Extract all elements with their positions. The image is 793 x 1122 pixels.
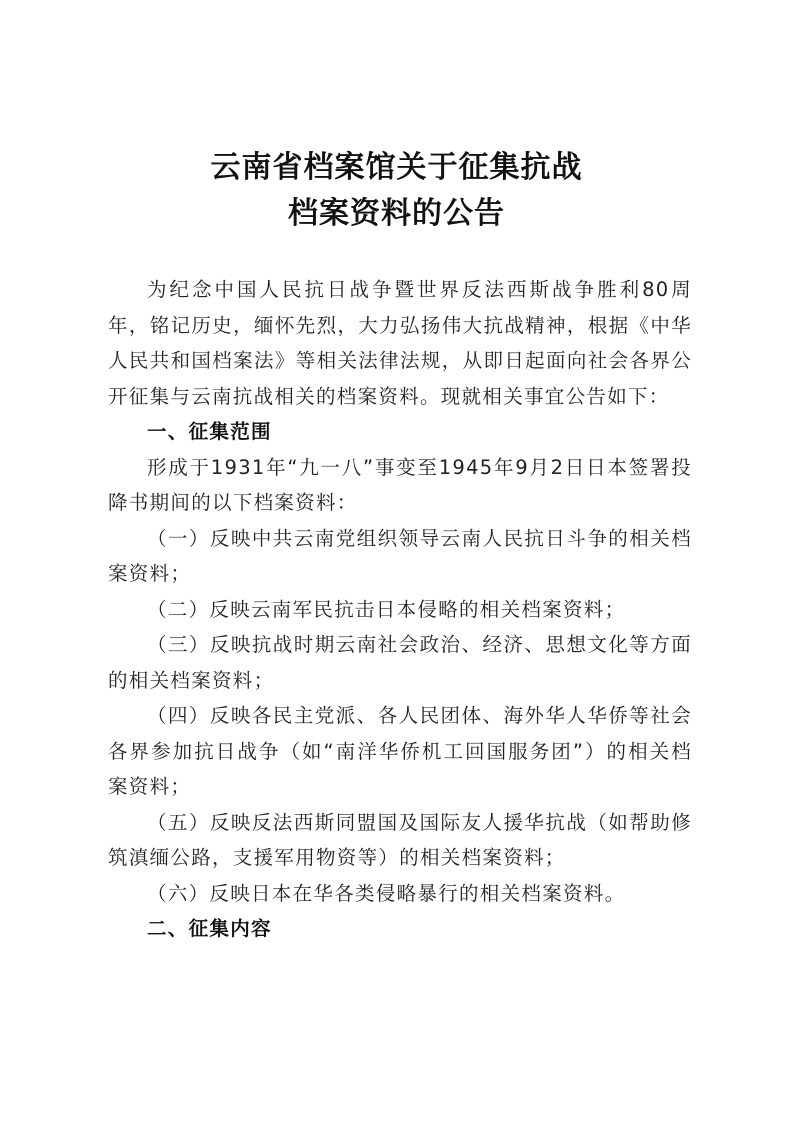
scope-item-5: （五）反映反法西斯同盟国及国际友人援华抗战（如帮助修筑滇缅公路，支援军用物资等）的相关档案资料； bbox=[108, 810, 692, 869]
document-title bbox=[0, 145, 793, 237]
section-heading-content: 二、征集内容 bbox=[147, 917, 272, 940]
scope-item-1: （一）反映中共云南党组织领导云南人民抗日斗争的相关档案资料； bbox=[108, 526, 692, 585]
scope-item-2: （二）反映云南军民抗击日本侵略的相关档案资料； bbox=[147, 597, 626, 621]
intro-paragraph: 为纪念中国人民抗日战争暨世界反法西斯战争胜利80周年，铭记历史，缅怀先烈，大力弘扬伟大抗战精神，根据《中华人民共和国档案法》等相关法律法规，从即日起面向社会各界公开征集与云南抗战相关的档案资料。现就相关事宜公告如下： bbox=[108, 278, 692, 408]
scope-item-3: （三）反映抗战时期云南社会政治、经济、思想文化等方面的相关档案资料； bbox=[108, 633, 692, 692]
document-body bbox=[108, 272, 692, 947]
scope-item-4: （四）反映各民主党派、各人民团体、海外华人华侨等社会各界参加抗日战争（如“南洋华侨机工回国服务团”）的相关档案资料； bbox=[108, 704, 692, 798]
title-line-2: 档案资料的公告 bbox=[288, 196, 505, 231]
section-heading-scope: 一、征集范围 bbox=[147, 420, 272, 443]
scope-item-6: （六）反映日本在华各类侵略暴行的相关档案资料。 bbox=[147, 881, 626, 905]
scope-paragraph: 形成于1931年“九一八”事变至1945年9月2日日本签署投降书期间的以下档案资料： bbox=[108, 455, 692, 514]
title-line-1: 云南省档案馆关于征集抗战 bbox=[210, 150, 583, 185]
